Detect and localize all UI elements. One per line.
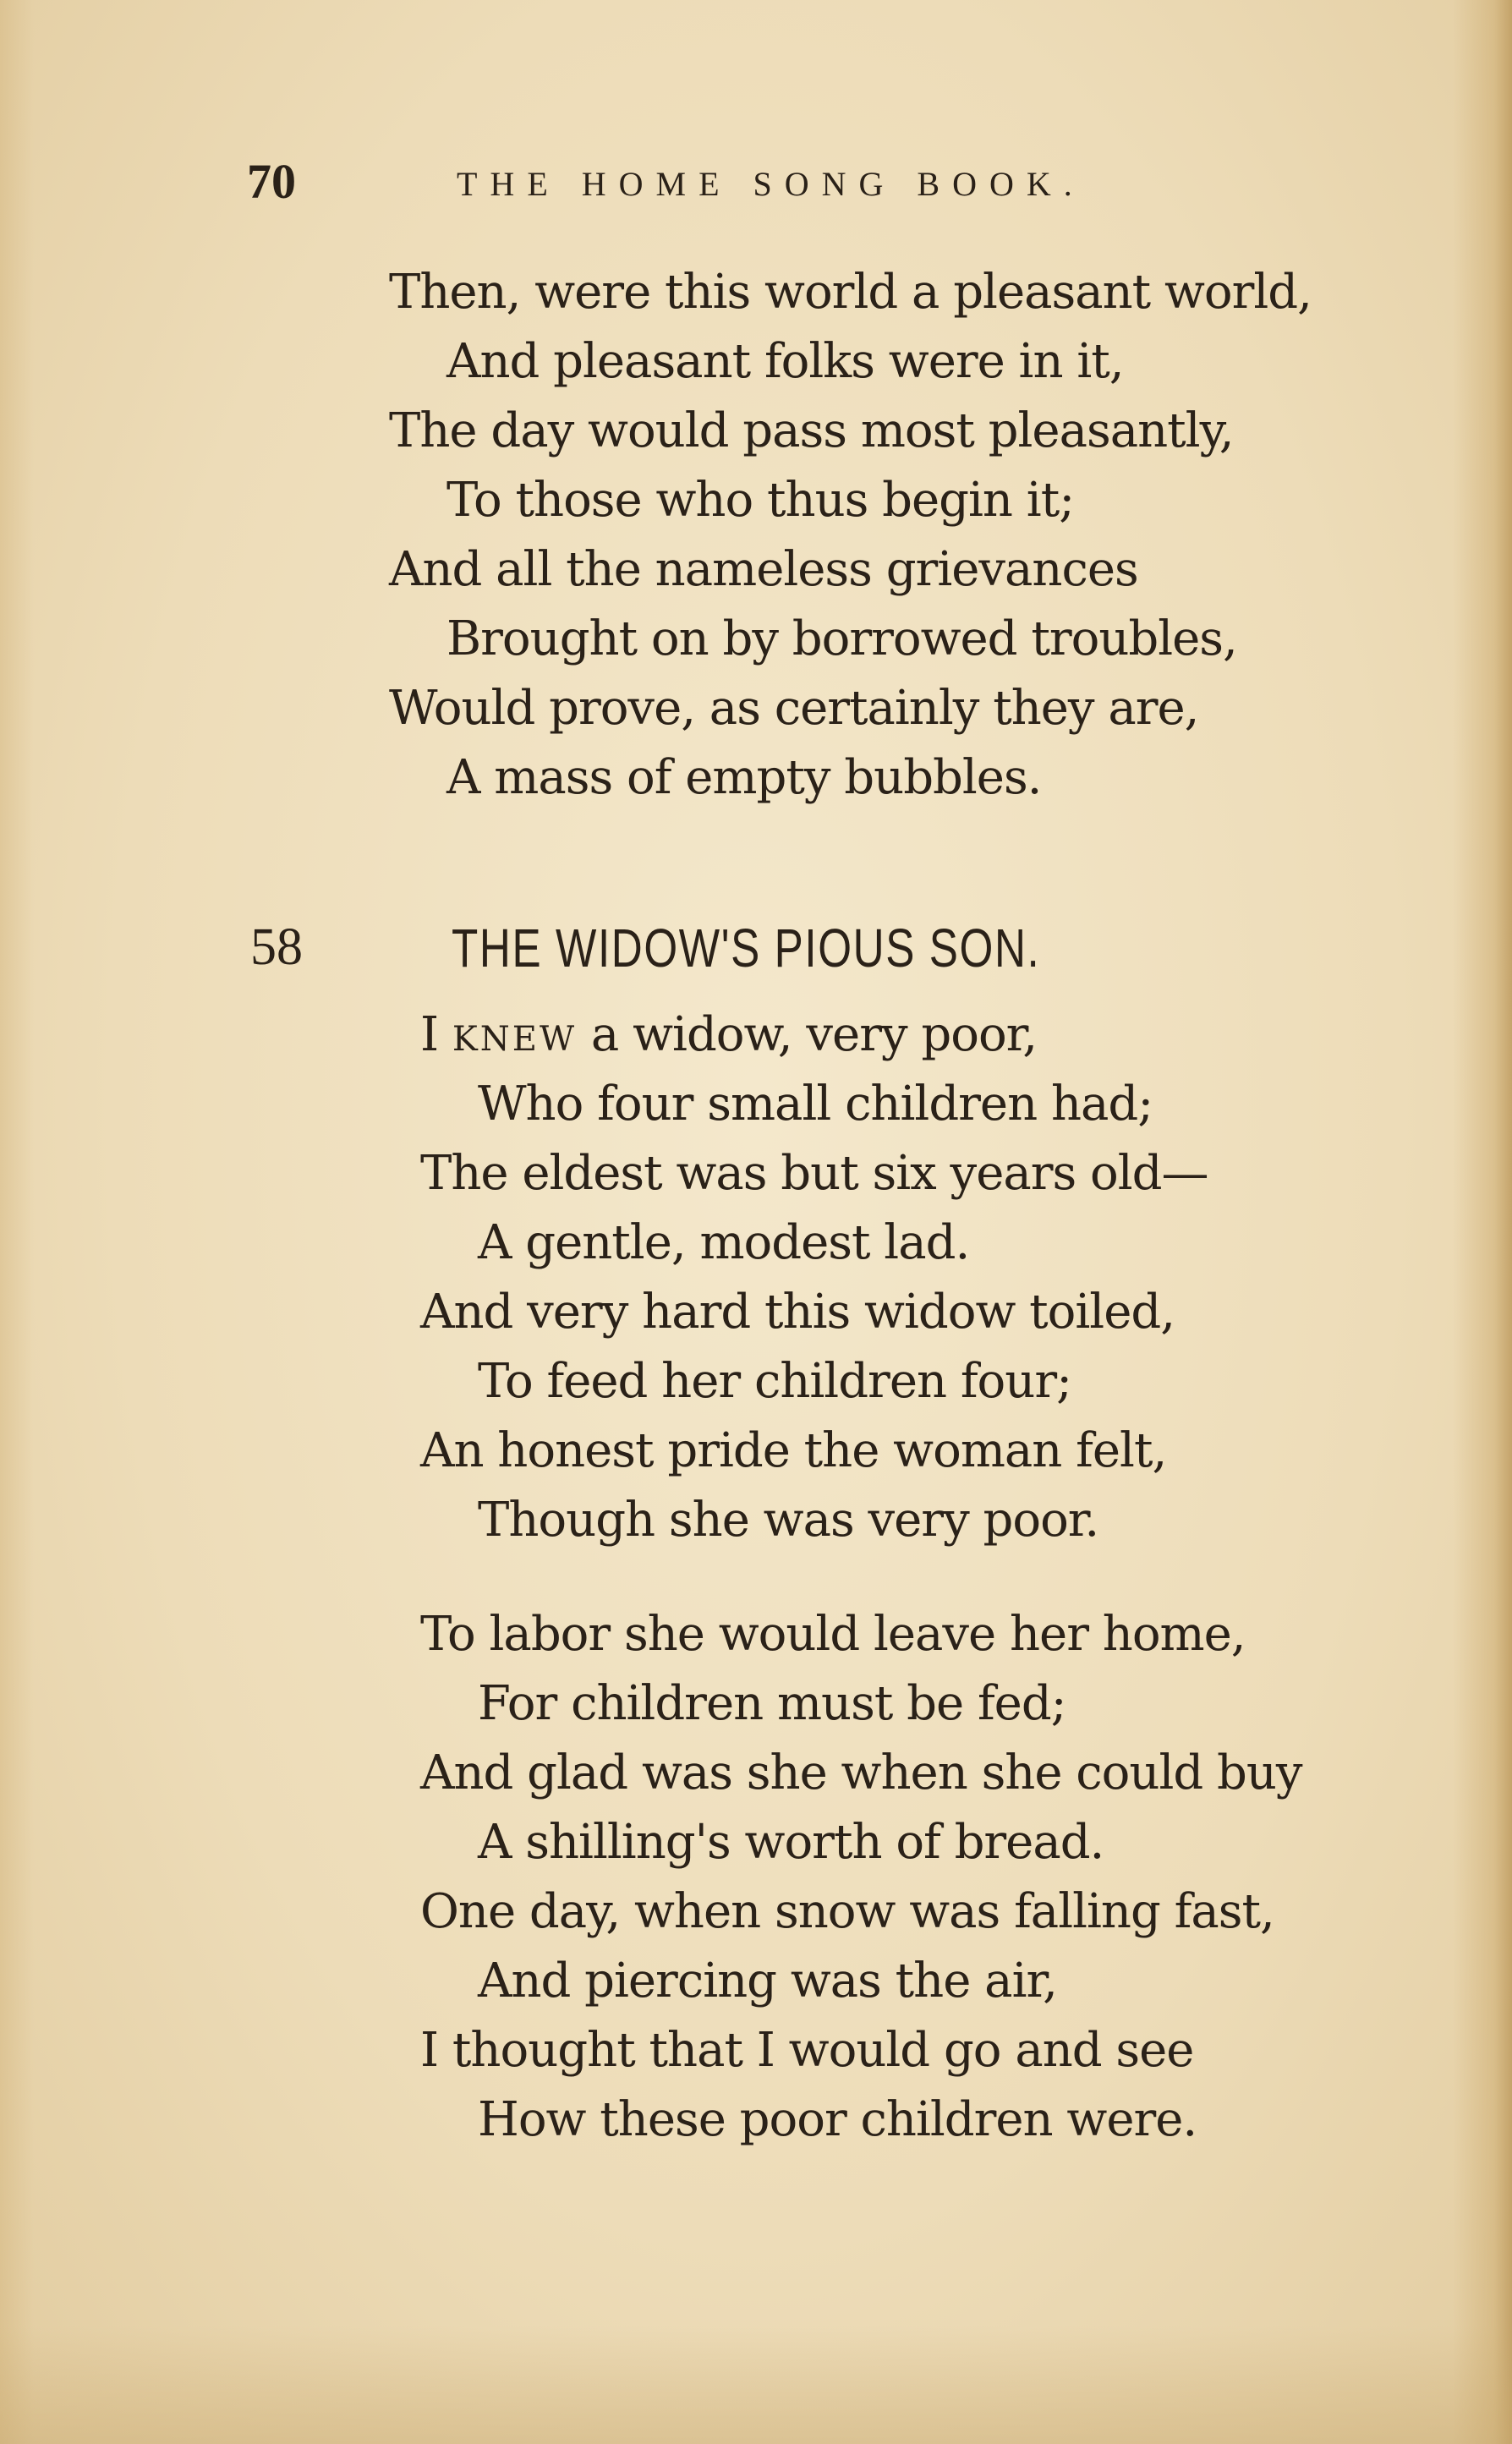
first-line-initial: I bbox=[420, 1007, 452, 1062]
page-number: 70 bbox=[247, 154, 296, 209]
verse-line: And pleasant folks were in it, bbox=[446, 334, 1124, 389]
verse-line: Then, were this world a pleasant world, bbox=[389, 265, 1312, 320]
verse-line: Would prove, as certainly they are, bbox=[389, 681, 1199, 736]
verse-line: How these poor children were. bbox=[478, 2092, 1197, 2147]
stanza-second bbox=[420, 1600, 1302, 2155]
verse-line: One day, when snow was falling fast, bbox=[420, 1884, 1274, 1939]
hymn-number: 58 bbox=[250, 918, 303, 976]
verse-line: An honest pride the woman felt, bbox=[420, 1423, 1167, 1478]
stanza-previous-song bbox=[389, 258, 1312, 813]
running-title: THE HOME SONG BOOK. bbox=[457, 165, 1085, 203]
running-head bbox=[0, 152, 1512, 211]
verse-line: To those who thus begin it; bbox=[446, 473, 1075, 528]
verse-line: A mass of empty bubbles. bbox=[446, 750, 1042, 805]
first-line-smallcaps: KNEW bbox=[452, 1020, 578, 1059]
verse-line: For children must be fed; bbox=[478, 1676, 1066, 1731]
verse-line: Who four small children had; bbox=[478, 1077, 1153, 1132]
verse-line: The day would pass most pleasantly, bbox=[389, 403, 1234, 458]
page-edge-bottom bbox=[0, 2326, 1512, 2444]
verse-line: Brought on by borrowed troubles, bbox=[446, 611, 1237, 666]
verse-line: And all the nameless grievances bbox=[389, 542, 1138, 597]
verse-line: And very hard this widow toiled, bbox=[420, 1285, 1175, 1340]
stanza-first bbox=[420, 1000, 1208, 1555]
verse-line: To labor she would leave her home, bbox=[420, 1607, 1246, 1662]
verse-line: Though she was very poor. bbox=[478, 1493, 1099, 1548]
page-edge-right bbox=[1453, 0, 1512, 2444]
verse-line: To feed her children four; bbox=[478, 1354, 1071, 1409]
verse-line: A shilling's worth of bread. bbox=[478, 1815, 1104, 1870]
verse-line-first bbox=[420, 1000, 1208, 1070]
first-line-rest: a widow, very poor, bbox=[577, 1007, 1038, 1062]
verse-line: A gentle, modest lad. bbox=[478, 1215, 970, 1270]
verse-line: And glad was she when she could buy bbox=[420, 1745, 1302, 1800]
page-edge-left bbox=[0, 0, 34, 2444]
hymn-title: THE WIDOW'S PIOUS SON. bbox=[452, 918, 1041, 978]
verse-line: I thought that I would go and see bbox=[420, 2023, 1194, 2078]
verse-line: And piercing was the air, bbox=[478, 1954, 1057, 2008]
verse-line: The eldest was but six years old— bbox=[420, 1146, 1208, 1201]
